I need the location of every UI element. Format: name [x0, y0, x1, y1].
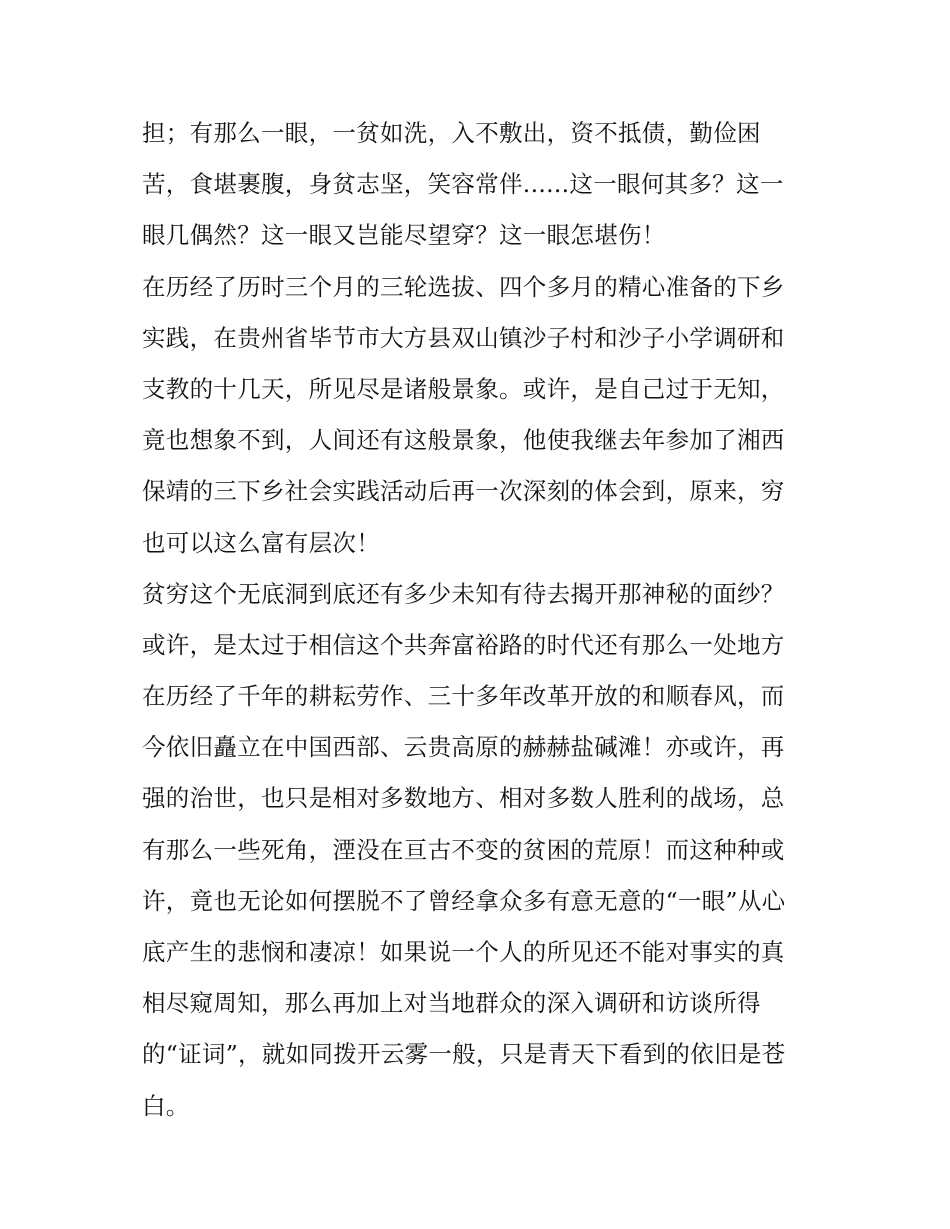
- text-line: 苦，食堪裹腹，身贫志坚，笑容常伴......这一眼何其多？这一: [142, 170, 784, 199]
- text-line: 许，竟也无论如何摆脱不了曾经拿众多有意无意的“一眼”从心: [142, 886, 786, 915]
- text-line: 白。: [142, 1091, 190, 1120]
- text-line: 今依旧矗立在中国西部、云贵高原的赫赫盐碱滩！亦或许，再: [142, 733, 785, 762]
- text-line: 强的治世，也只是相对多数地方、相对多数人胜利的战场，总: [142, 784, 785, 813]
- text-line: 相尽窥周知，那么再加上对当地群众的深入调研和访谈所得: [142, 989, 761, 1018]
- text-line: 竟也想象不到，人间还有这般景象，他使我继去年参加了湘西: [142, 426, 785, 455]
- text-line: 有那么一些死角，湮没在亘古不变的贫困的荒原！而这种种或: [142, 835, 785, 864]
- document-body: [142, 108, 822, 1132]
- text-line: 在历经了千年的耕耘劳作、三十多年改革开放的和顺春风，而: [142, 682, 785, 711]
- text-line: 的“证词”，就如同拨开云雾一般，只是青天下看到的依旧是苍: [142, 1040, 786, 1069]
- text-line: 在历经了历时三个月的三轮选拔、四个多月的精心准备的下乡: [142, 272, 785, 301]
- text-line: 眼几偶然？这一眼又岂能尽望穿？这一眼怎堪伤！: [142, 221, 666, 250]
- text-line: 或许，是太过于相信这个共奔富裕路的时代还有那么一处地方: [142, 630, 785, 659]
- text-line: 保靖的三下乡社会实践活动后再一次深刻的体会到，原来，穷: [142, 477, 785, 506]
- text-line: 贫穷这个无底洞到底还有多少未知有待去揭开那神秘的面纱？: [142, 579, 785, 608]
- text-line: 也可以这么富有层次！: [142, 528, 380, 557]
- text-line: 支教的十几天，所见尽是诸般景象。或许，是自己过于无知，: [142, 374, 785, 403]
- text-line: 底产生的悲悯和凄凉！如果说一个人的所见还不能对事实的真: [142, 938, 785, 966]
- text-line: 担；有那么一眼，一贫如洗，入不敷出，资不抵债，勤俭困: [142, 119, 761, 147]
- text-line: 实践，在贵州省毕节市大方县双山镇沙子村和沙子小学调研和: [142, 323, 785, 352]
